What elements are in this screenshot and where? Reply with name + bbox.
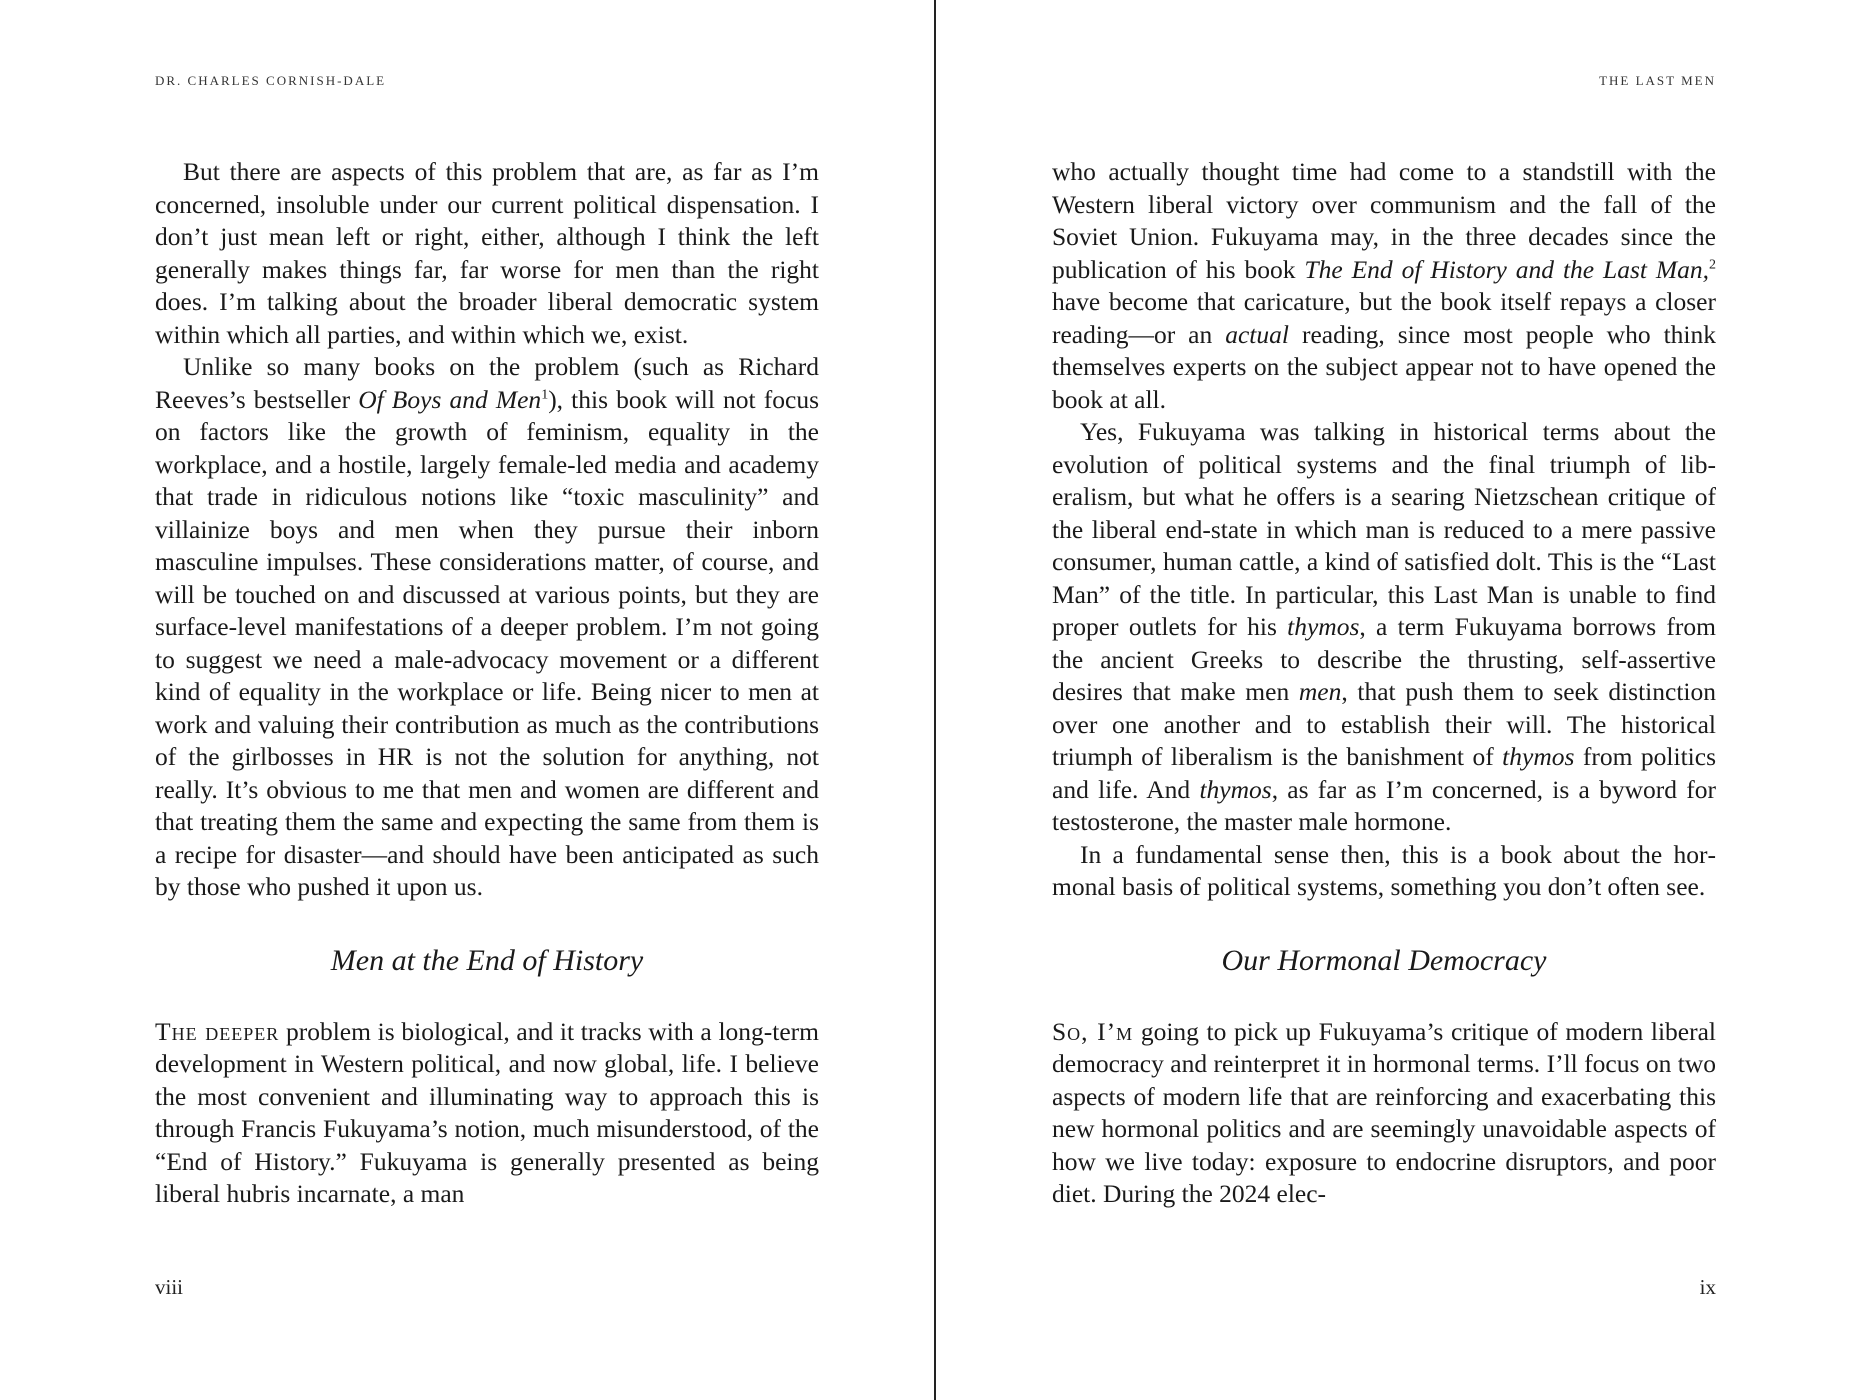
- book-title: Of Boys and Men: [358, 384, 542, 414]
- small-caps-lead: The deeper: [155, 1016, 280, 1046]
- book-spine: [934, 0, 936, 1400]
- emphasis: thymos: [1199, 774, 1272, 804]
- section-heading: Our Hormonal Democracy: [1221, 943, 1547, 977]
- footnote-ref: 2: [1709, 257, 1716, 272]
- paragraph: [1052, 1016, 1716, 1211]
- paragraph: [155, 1016, 819, 1211]
- text-run: Unlike so many books on the problem (such as Richard Reeves’s bestseller: [155, 352, 819, 414]
- page-number: viii: [155, 1275, 184, 1299]
- right-page: [1052, 0, 1716, 1400]
- footnote-ref: 1: [541, 387, 549, 402]
- right-page-body: [1052, 156, 1716, 1211]
- text-run: have become that caricature, but the book itself repays a closer reading—or an: [1052, 287, 1716, 349]
- text-run: , that push them to seek distinction over one another and to establish their will. The historical triumph of liberalism is the banishment of: [1052, 677, 1716, 771]
- page-number: ix: [1699, 1275, 1716, 1299]
- left-page-body: [155, 156, 819, 1211]
- text-run: , a term Fukuyama borrows from the ancient Greeks to describe the thrusting, self-assertive desires that make men: [1052, 612, 1717, 706]
- text-run: Yes, Fukuyama was talking in historical terms about the evolution of political systems and the final triumph of liberalism, but what he offers is a searing Nietzschean critique of the liberal end-state in which man is reduced to a mere passive consumer, human cattle, a kind of satisfied dolt. This is the “Last Man” of the title. In particular, this Last Man is unable to find proper outlets for his: [1052, 417, 1716, 641]
- section-heading: Men at the End of History: [330, 943, 644, 977]
- text-run: problem is biological, and it tracks with a long-term development in Western political, and now global, life. I believe the most convenient and illuminating way to approach this is through Francis Fukuyama’s notion, much misunderstood, of the “End of History.” Fukuyama is generally presented as being liberal hubris incarnate, a man: [155, 1016, 820, 1208]
- emphasis: thymos: [1502, 742, 1575, 771]
- text-run: , as far as I’m concerned, is a byword for testosterone, the master male hormone.: [1052, 774, 1716, 836]
- small-caps-lead: So, I’m: [1052, 1016, 1134, 1046]
- text-run: going to pick up Fukuyama’s critique of modern liberal democracy and reinterpret it in hormonal terms. I’ll focus on two aspects of modern life that are reinforcing and exacerbating this new hormonal politics and are seemingly unavoidable aspects of how we live today: exposure to endocrine disruptors, and poor diet. During the 2024 elec-: [1052, 1016, 1717, 1208]
- paragraph: [1052, 156, 1716, 416]
- text-run: from politics and life. And: [1052, 742, 1716, 804]
- book-title: The End of History and the Last Man,: [1304, 254, 1709, 284]
- emphasis: actual: [1225, 319, 1289, 349]
- running-head-title: THE LAST MEN: [1599, 73, 1716, 88]
- paragraph: [1052, 416, 1716, 839]
- emphasis: thymos: [1287, 612, 1360, 641]
- paragraph: [155, 351, 819, 904]
- text-run: ), this book will not focus on factors like the growth of feminism, equality in the workplace, and a hostile, largely female-led media and academy that trade in ridiculous notions like “toxic masculinity” and villainize boys and men when they pursue their inborn masculine impulses. These considerations matter, of course, and will be touched on and discussed at various points, but they are surface-level manifestations of a deeper problem. I’m not going to suggest we need a male-advocacy movement or a different kind of equality in the workplace or life. Being nicer to men at work and valuing their contribution as much as the contributions of the girlbosses in HR is not the solution for anything, not really. It’s obvious to me that men and women are different and that treating them the same and expecting the same from them is a recipe for disaster—and should have been anticipated as such by those who pushed it upon us.: [155, 384, 819, 901]
- paragraph: In a fundamental sense then, this is a book about the hormonal basis of political systems, something you don’t often see.: [1052, 839, 1716, 901]
- left-page: [155, 0, 819, 1400]
- emphasis: men: [1298, 677, 1342, 706]
- text-run: who actually thought time had come to a standstill with the Western liberal victory over communism and the fall of the Soviet Union. Fukuyama may, in the three decades since the publication of his book: [1052, 157, 1716, 284]
- paragraph: But there are aspects of this problem that are, as far as I’m concerned, insoluble under our current political dispensation. I don’t just mean left or right, either, although I think the left generally makes things far, far worse for men than the right does. I’m talking about the broader liberal democratic system within which all parties, and within which we, exist.: [155, 157, 819, 349]
- running-head-author: DR. CHARLES CORNISH-DALE: [155, 73, 387, 88]
- text-run: reading, since most people who think themselves experts on the subject appear not to have opened the book at all.: [1052, 319, 1716, 414]
